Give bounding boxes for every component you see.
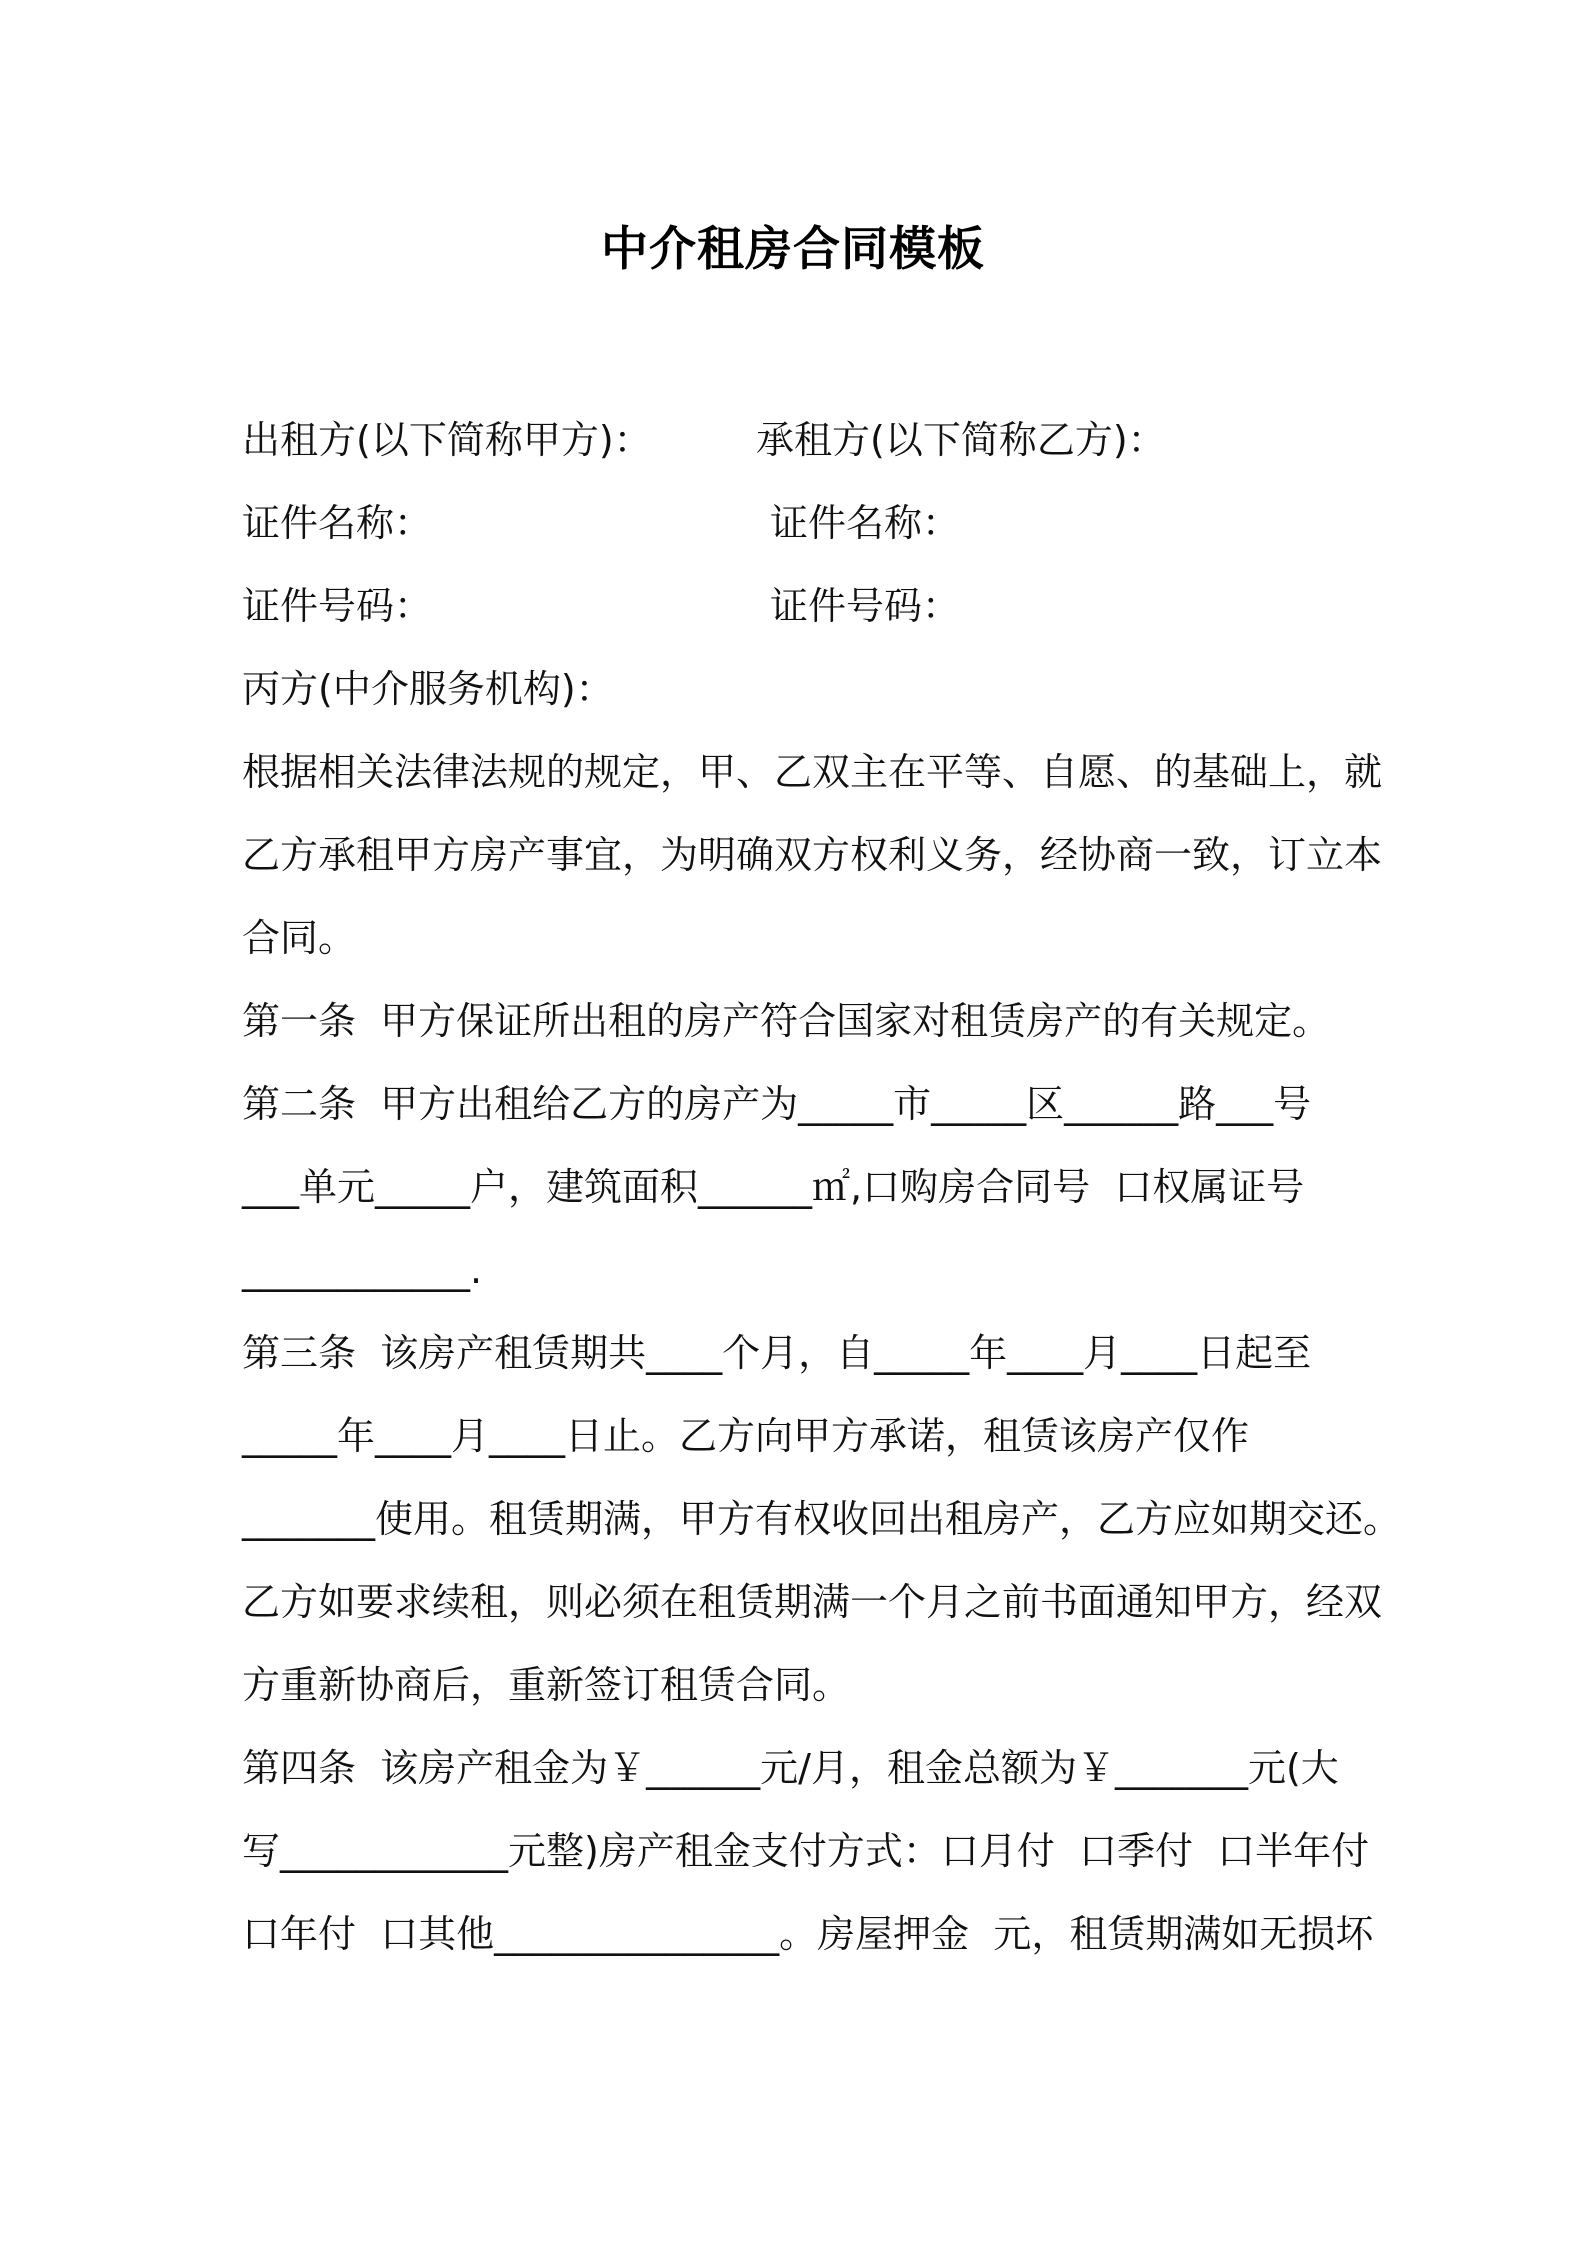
lessor-id-name-label: 证件名称： [242, 501, 433, 545]
article-3-line: 方重新协商后，重新签订租赁合同。 [242, 1663, 851, 1707]
body-line: 合同。 [242, 916, 357, 960]
document-title: 中介租房合同模板 [601, 222, 985, 277]
lessor-label: 出租方(以下简称甲方)： [242, 418, 652, 462]
article-3-line: _____年____月____日止。乙方向甲方承诺，租赁该房产仅作 [242, 1414, 1250, 1458]
article-4-line: 口年付 口其他_______________。房屋押金 元，租赁期满如无损坏 [242, 1912, 1374, 1956]
article-4-line: 第四条 该房产租金为￥______元/月，租金总额为￥_______元(大 [242, 1746, 1339, 1790]
body-line: 乙方承租甲方房产事宜，为明确双方权利义务，经协商一致，订立本 [242, 833, 1383, 877]
lessee-id-no-label: 证件号码： [770, 584, 961, 628]
article-2-line: 第二条 甲方出租给乙方的房产为_____市_____区______路___号 [242, 1082, 1312, 1126]
article-3-line: _______使用。租赁期满，甲方有权收回出租房产，乙方应如期交还。 [242, 1497, 1402, 1541]
article-4-line: 写____________元整)房产租金支付方式：口月付 口季付 口半年付 [242, 1829, 1370, 1873]
article-2-line: ___单元_____户，建筑面积______㎡,口购房合同号 口权属证号 [242, 1165, 1305, 1209]
lessee-label: 承租方(以下简称乙方)： [756, 418, 1166, 462]
agency-label: 丙方(中介服务机构)： [242, 667, 614, 711]
article-2-line: ____________. [242, 1248, 483, 1292]
article-3-line: 第三条 该房产租赁期共____个月，自_____年____月____日起至 [242, 1331, 1312, 1375]
body-line: 根据相关法律法规的规定，甲、乙双主在平等、自愿、的基础上，就 [242, 750, 1383, 794]
lessor-id-no-label: 证件号码： [242, 584, 433, 628]
article-3-line: 乙方如要求续租，则必须在租赁期满一个月之前书面通知甲方，经双 [242, 1580, 1383, 1624]
lessee-id-name-label: 证件名称： [770, 501, 961, 545]
article-1-line: 第一条 甲方保证所出租的房产符合国家对租赁房产的有关规定。 [242, 999, 1331, 1043]
